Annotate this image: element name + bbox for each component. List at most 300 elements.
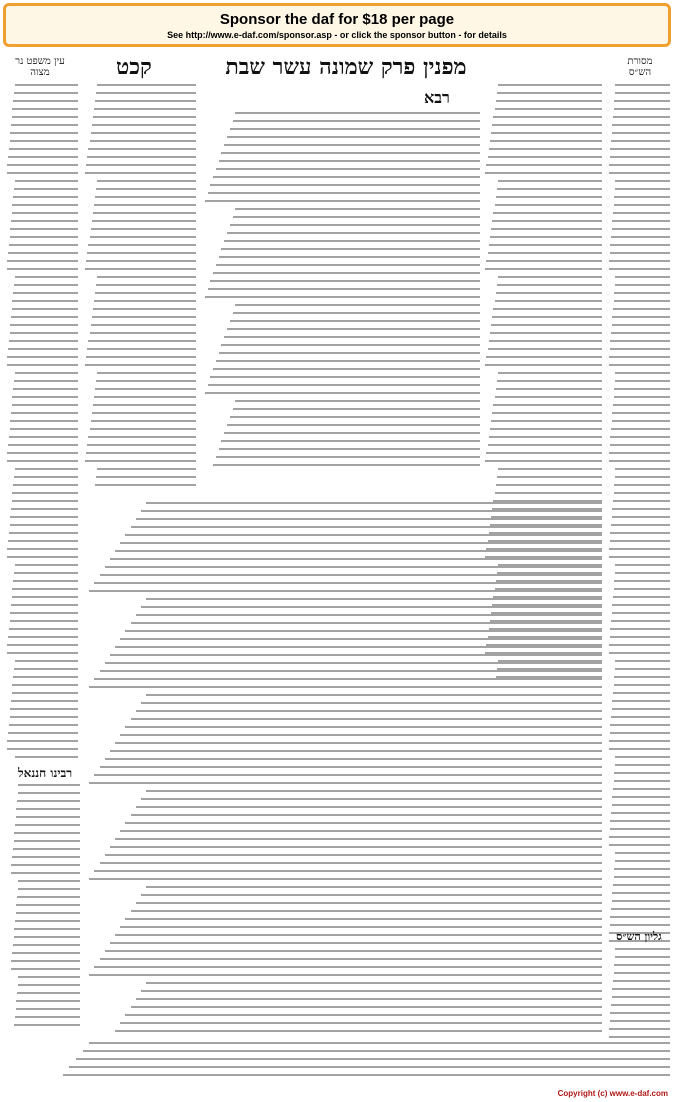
text-line — [213, 368, 480, 370]
text-line — [491, 324, 602, 326]
folio-number: קכט — [116, 54, 152, 80]
text-line — [210, 376, 480, 378]
text-line — [125, 534, 602, 536]
text-line — [10, 420, 78, 422]
text-line — [12, 692, 78, 694]
gemara-lower-text — [84, 502, 602, 1042]
text-line — [233, 216, 480, 218]
text-line — [610, 1012, 670, 1014]
text-line — [7, 172, 78, 174]
text-line — [9, 532, 78, 534]
text-line — [13, 484, 78, 486]
text-line — [100, 670, 602, 672]
text-line — [97, 84, 196, 86]
text-line — [10, 324, 78, 326]
text-line — [613, 692, 670, 694]
text-line — [610, 820, 670, 822]
text-line — [615, 668, 670, 670]
sponsor-title[interactable]: Sponsor the daf for $18 per page — [219, 11, 455, 28]
text-line — [110, 942, 602, 944]
text-line — [86, 452, 196, 454]
text-line — [69, 1066, 670, 1068]
text-line — [100, 862, 602, 864]
text-line — [614, 292, 670, 294]
text-line — [131, 910, 602, 912]
text-line — [610, 532, 670, 534]
text-line — [495, 492, 602, 494]
text-line — [489, 148, 602, 150]
text-line — [230, 128, 480, 130]
text-line — [14, 1024, 80, 1026]
text-line — [15, 468, 78, 470]
text-line — [498, 276, 602, 278]
text-line — [12, 212, 78, 214]
text-line — [235, 112, 480, 114]
text-line — [7, 740, 78, 742]
mesoret-column — [608, 84, 670, 1044]
text-line — [615, 188, 670, 190]
text-line — [8, 156, 78, 158]
text-line — [498, 468, 602, 470]
text-line — [610, 340, 670, 342]
text-line — [12, 108, 78, 110]
text-line — [15, 756, 78, 758]
text-line — [105, 566, 602, 568]
text-line — [491, 132, 602, 134]
text-line — [610, 828, 670, 830]
text-line — [609, 836, 670, 838]
text-line — [614, 588, 670, 590]
text-line — [15, 824, 80, 826]
text-line — [493, 212, 602, 214]
text-line — [224, 144, 480, 146]
text-line — [610, 348, 670, 350]
text-line — [89, 782, 602, 784]
text-line — [10, 620, 78, 622]
text-line — [492, 316, 602, 318]
text-line — [208, 288, 480, 290]
text-line — [615, 276, 670, 278]
text-line — [219, 352, 480, 354]
text-line — [614, 300, 670, 302]
text-line — [610, 732, 670, 734]
text-line — [496, 100, 602, 102]
text-line — [614, 676, 670, 678]
text-line — [613, 788, 670, 790]
text-line — [94, 108, 196, 110]
text-line — [92, 412, 196, 414]
text-line — [11, 220, 78, 222]
text-line — [125, 630, 602, 632]
text-line — [14, 832, 80, 834]
text-line — [14, 284, 78, 286]
text-line — [224, 336, 480, 338]
text-line — [615, 84, 670, 86]
text-line — [18, 984, 80, 986]
text-line — [495, 108, 602, 110]
text-line — [146, 598, 602, 600]
text-line — [495, 396, 602, 398]
text-line — [612, 892, 670, 894]
text-line — [12, 116, 78, 118]
text-line — [612, 132, 670, 134]
text-line — [11, 872, 80, 874]
text-line — [110, 750, 602, 752]
rabenu-chananel-title: רבינו חננאל — [18, 766, 73, 780]
text-line — [210, 280, 480, 282]
rava-heading: רבא — [424, 88, 450, 107]
text-line — [97, 372, 196, 374]
text-line — [91, 228, 196, 230]
text-line — [90, 140, 196, 142]
text-line — [612, 700, 670, 702]
text-line — [609, 260, 670, 262]
text-line — [9, 244, 78, 246]
text-line — [610, 1020, 670, 1022]
text-line — [10, 428, 78, 430]
text-line — [610, 252, 670, 254]
text-line — [612, 708, 670, 710]
text-line — [233, 120, 480, 122]
text-line — [497, 380, 602, 382]
text-line — [14, 188, 78, 190]
text-line — [90, 236, 196, 238]
text-line — [489, 244, 602, 246]
text-line — [614, 196, 670, 198]
text-line — [136, 998, 602, 1000]
text-line — [89, 878, 602, 880]
text-line — [87, 444, 196, 446]
text-line — [615, 284, 670, 286]
text-line — [115, 646, 602, 648]
text-line — [613, 500, 670, 502]
text-line — [12, 404, 78, 406]
text-line — [136, 614, 602, 616]
text-line — [100, 766, 602, 768]
text-line — [224, 432, 480, 434]
text-line — [12, 596, 78, 598]
text-line — [609, 844, 670, 846]
text-line — [614, 868, 670, 870]
text-line — [10, 716, 78, 718]
text-line — [614, 772, 670, 774]
text-line — [16, 808, 80, 810]
text-line — [16, 816, 80, 818]
text-line — [496, 484, 602, 486]
text-line — [485, 364, 602, 366]
text-line — [610, 628, 670, 630]
text-line — [614, 492, 670, 494]
text-line — [11, 960, 80, 962]
text-line — [490, 140, 602, 142]
text-line — [7, 364, 78, 366]
footer-commentary — [10, 1042, 670, 1082]
text-line — [495, 204, 602, 206]
text-line — [105, 662, 602, 664]
text-line — [227, 232, 480, 234]
text-line — [230, 224, 480, 226]
text-line — [612, 900, 670, 902]
text-line — [17, 896, 80, 898]
text-line — [10, 236, 78, 238]
text-line — [221, 440, 480, 442]
text-line — [221, 152, 480, 154]
text-line — [610, 156, 670, 158]
text-line — [615, 756, 670, 758]
text-line — [611, 524, 670, 526]
text-line — [612, 124, 670, 126]
text-line — [85, 364, 196, 366]
text-line — [120, 638, 602, 640]
text-line — [87, 156, 196, 158]
text-line — [610, 540, 670, 542]
text-line — [12, 952, 80, 954]
text-line — [15, 276, 78, 278]
text-line — [9, 436, 78, 438]
text-line — [115, 742, 602, 744]
ein-mishpat-column — [6, 84, 78, 764]
text-line — [12, 300, 78, 302]
text-line — [614, 100, 670, 102]
text-line — [13, 100, 78, 102]
text-line — [141, 510, 602, 512]
text-line — [91, 324, 196, 326]
text-line — [120, 1022, 602, 1024]
text-line — [146, 502, 602, 504]
text-line — [611, 812, 670, 814]
text-line — [13, 580, 78, 582]
text-line — [205, 296, 480, 298]
text-line — [610, 148, 670, 150]
text-line — [495, 300, 602, 302]
text-line — [609, 172, 670, 174]
text-line — [141, 702, 602, 704]
text-line — [97, 468, 196, 470]
text-line — [7, 548, 78, 550]
text-line — [14, 476, 78, 478]
text-line — [12, 856, 80, 858]
text-line — [7, 556, 78, 558]
text-line — [8, 444, 78, 446]
text-line — [93, 404, 196, 406]
text-line — [492, 124, 602, 126]
text-line — [95, 292, 196, 294]
text-line — [88, 148, 196, 150]
text-line — [14, 840, 81, 842]
text-line — [612, 804, 670, 806]
text-line — [92, 220, 196, 222]
text-line — [97, 276, 196, 278]
text-line — [89, 974, 602, 976]
text-line — [614, 388, 670, 390]
text-line — [490, 236, 602, 238]
text-line — [95, 484, 196, 486]
text-line — [88, 244, 196, 246]
text-line — [610, 444, 670, 446]
text-line — [216, 360, 480, 362]
text-line — [230, 320, 480, 322]
text-line — [146, 886, 602, 888]
rabenu-chananel-column — [10, 784, 80, 1034]
text-line — [9, 628, 78, 630]
text-line — [141, 894, 602, 896]
text-line — [615, 180, 670, 182]
text-line — [614, 780, 670, 782]
text-line — [131, 1006, 602, 1008]
text-line — [10, 708, 78, 710]
text-line — [221, 248, 480, 250]
text-line — [609, 1036, 670, 1038]
text-line — [94, 678, 602, 680]
text-line — [611, 140, 670, 142]
text-line — [216, 456, 480, 458]
text-line — [93, 212, 196, 214]
text-line — [15, 564, 78, 566]
text-line — [13, 292, 78, 294]
text-line — [216, 168, 480, 170]
text-line — [16, 912, 80, 914]
text-line — [8, 732, 78, 734]
text-line — [488, 348, 602, 350]
text-line — [612, 604, 670, 606]
text-line — [13, 196, 78, 198]
text-line — [15, 660, 78, 662]
text-line — [498, 372, 602, 374]
text-line — [115, 838, 602, 840]
text-line — [100, 574, 602, 576]
text-line — [612, 996, 670, 998]
text-line — [614, 580, 670, 582]
text-line — [10, 228, 78, 230]
text-line — [615, 92, 670, 94]
text-line — [221, 344, 480, 346]
text-line — [11, 412, 78, 414]
text-line — [496, 292, 602, 294]
text-line — [125, 1014, 602, 1016]
text-line — [612, 316, 670, 318]
text-line — [96, 380, 196, 382]
text-line — [492, 220, 602, 222]
text-line — [83, 1050, 670, 1052]
text-line — [141, 798, 602, 800]
text-line — [491, 228, 602, 230]
text-line — [12, 500, 78, 502]
text-line — [216, 264, 480, 266]
text-line — [125, 822, 602, 824]
text-line — [125, 726, 602, 728]
text-line — [613, 212, 670, 214]
sponsor-banner[interactable] — [3, 3, 671, 47]
text-line — [610, 636, 670, 638]
text-line — [92, 124, 196, 126]
text-line — [10, 140, 78, 142]
text-line — [493, 308, 602, 310]
text-line — [497, 476, 602, 478]
sponsor-subtitle[interactable]: See http://www.e-daf.com/sponsor.asp - or click the sponsor button - for details — [167, 30, 507, 40]
text-line — [88, 340, 196, 342]
text-line — [120, 830, 602, 832]
text-line — [96, 188, 196, 190]
text-line — [213, 176, 480, 178]
mesoret-label: מסורת הש״ס — [627, 56, 653, 78]
gilyon-hashas-title: גליון הש״ס — [616, 930, 662, 943]
text-line — [7, 748, 78, 750]
text-line — [614, 204, 670, 206]
text-line — [131, 622, 602, 624]
text-line — [497, 188, 602, 190]
text-line — [14, 668, 78, 670]
text-line — [613, 116, 670, 118]
text-line — [609, 364, 670, 366]
text-line — [7, 164, 78, 166]
text-line — [488, 444, 602, 446]
text-line — [496, 388, 602, 390]
text-line — [17, 992, 80, 994]
text-line — [10, 524, 78, 526]
text-line — [10, 612, 78, 614]
text-line — [13, 388, 78, 390]
text-line — [9, 724, 78, 726]
text-line — [94, 870, 602, 872]
text-line — [213, 464, 480, 466]
text-line — [9, 148, 78, 150]
text-line — [485, 268, 602, 270]
text-line — [10, 516, 78, 518]
text-line — [15, 920, 80, 922]
text-line — [7, 260, 78, 262]
text-line — [105, 854, 602, 856]
chapter-title: מפנין פרק שמונה עשר שבת — [225, 54, 467, 80]
text-line — [610, 924, 670, 926]
text-line — [614, 972, 670, 974]
text-line — [609, 748, 670, 750]
text-line — [12, 492, 78, 494]
text-line — [13, 676, 78, 678]
text-line — [611, 716, 670, 718]
text-line — [91, 132, 196, 134]
text-line — [12, 588, 78, 590]
text-line — [18, 880, 80, 882]
text-line — [10, 332, 78, 334]
text-line — [136, 902, 602, 904]
text-line — [612, 228, 670, 230]
text-line — [490, 332, 602, 334]
text-line — [485, 172, 602, 174]
text-line — [615, 564, 670, 566]
text-line — [609, 268, 670, 270]
text-line — [227, 136, 480, 138]
text-line — [92, 316, 196, 318]
text-line — [208, 384, 480, 386]
text-line — [611, 428, 670, 430]
text-line — [146, 790, 602, 792]
text-line — [613, 308, 670, 310]
text-line — [87, 252, 196, 254]
text-line — [615, 468, 670, 470]
text-line — [488, 252, 602, 254]
text-line — [615, 956, 670, 958]
text-line — [497, 284, 602, 286]
text-line — [612, 220, 670, 222]
text-line — [611, 620, 670, 622]
gemara-main-text — [202, 112, 480, 472]
text-line — [497, 92, 602, 94]
text-line — [609, 164, 670, 166]
text-line — [613, 980, 670, 982]
text-line — [18, 888, 80, 890]
text-line — [146, 694, 602, 696]
text-line — [615, 572, 670, 574]
